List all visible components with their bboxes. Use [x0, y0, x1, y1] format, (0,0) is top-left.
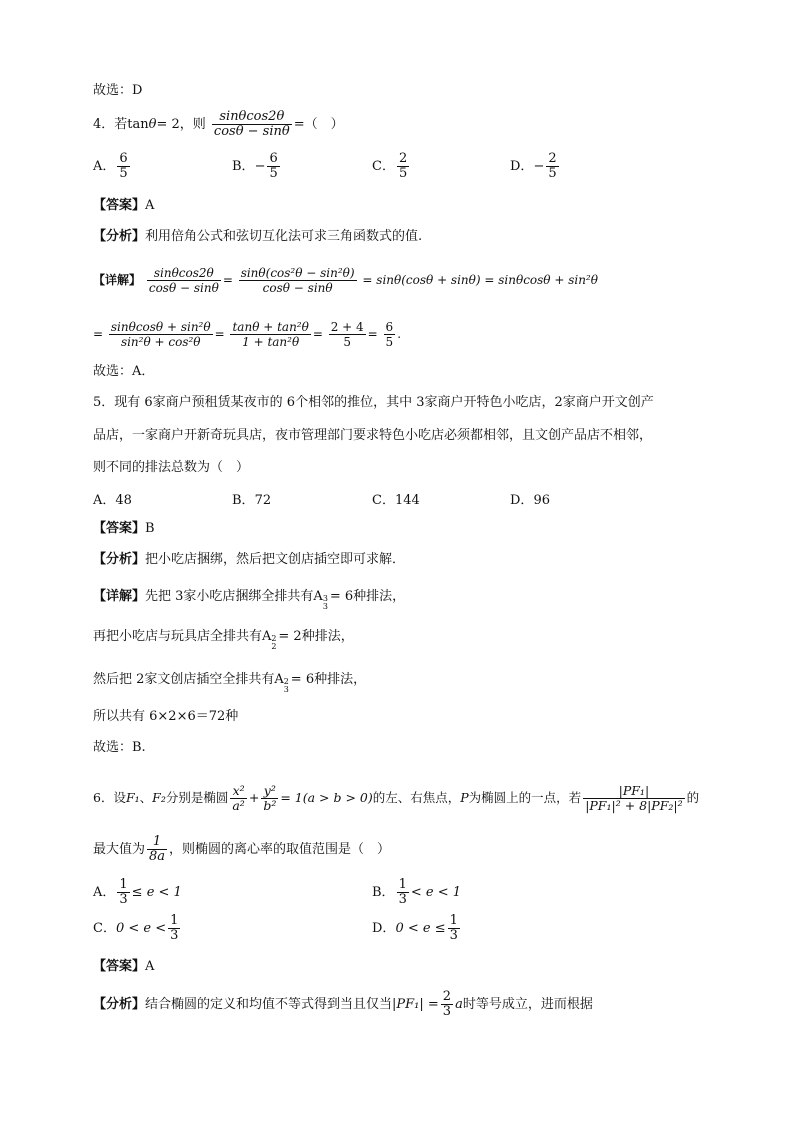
q6-option-d [372, 914, 462, 943]
q5-step1-val: = 6 [329, 589, 354, 604]
q4-option-c-label: C． [372, 159, 395, 174]
q5-step1-post: 种排法， [353, 589, 406, 604]
q6-tail: 的 [686, 790, 700, 805]
q4-d1-rest: = sinθ(cosθ + sinθ) = sinθcosθ + sin²θ [362, 273, 598, 287]
q5-step1-pre: 先把 3家小吃店捆绑全排共有 [145, 589, 314, 604]
q6-answer [93, 958, 154, 976]
q6-option-d-frac [448, 914, 460, 943]
q4-d1-frac2 [239, 266, 357, 295]
q4-stem [93, 110, 344, 139]
q6-eq-cond: = 1(a > b > 0) [280, 790, 373, 805]
q5-option-c-label: C． [372, 493, 395, 508]
q4-number: 4． [93, 117, 115, 132]
q5-stem-line3: 则不同的排法总数为（ ） [93, 460, 250, 475]
q5-analysis [93, 551, 405, 569]
q6-option-a-den: 3 [119, 892, 128, 907]
q5-stem-line2: 品店，一家商户开新奇玩具店，夜市管理部门要求特色小吃店必须都相邻，且文创产品店不相邻， [93, 428, 653, 443]
q5-step3-val: = 6 [290, 672, 315, 687]
q4-answer [93, 197, 154, 215]
q4-option-d-sign: − [533, 159, 545, 174]
q4-d2-f4-den: 5 [385, 335, 394, 349]
q4-option-b-label: B． [232, 159, 255, 174]
q5-stem-line1: 5．现有 6家商户预租赁某夜市的 6个相邻的推位，其中 3家商户开特色小吃店，2家商户开文创产 [93, 395, 654, 410]
q6-f2: F₂ [152, 790, 166, 805]
q6-stem-line2 [93, 835, 390, 864]
q5-option-a-label: A． [93, 493, 116, 508]
q4-d2-f4-num: 6 [385, 320, 394, 334]
q4-d2-end: . [397, 327, 402, 341]
q4-option-b-frac [267, 152, 279, 181]
q4-choice-line: 故选：A． [93, 364, 155, 379]
q4-option-b-sign: − [254, 159, 266, 174]
q4-answer-value: A [145, 198, 155, 213]
q4-option-d-frac [546, 152, 558, 181]
q6-option-b-num: 1 [398, 877, 407, 892]
q6-option-d-num: 1 [449, 913, 458, 928]
q4-d2-f2-num: tanθ + tan²θ [232, 320, 309, 334]
q5-detail-step1 [93, 588, 406, 611]
q4-option-d-label: D． [510, 159, 534, 174]
q5-choice-line: 故选：B. [93, 740, 146, 755]
q6-option-a [93, 878, 182, 907]
q4-d2-f1-num: sinθcosθ + sin²θ [110, 320, 211, 334]
q4-detail-tag: 【详解】 [93, 273, 142, 287]
q6-stem-line1 [93, 784, 699, 813]
q5-option-d-text: 96 [533, 493, 550, 508]
q4-d1-frac1 [147, 266, 221, 295]
q4-d2-f3-den: 5 [343, 335, 352, 349]
q6-option-c-label: C． [93, 921, 116, 936]
q6-pre-ellipse: 分别是椭圆 [165, 790, 229, 805]
q5-option-c-text: 144 [394, 493, 420, 508]
q6-number: 6．设 [93, 790, 126, 805]
q4-stem-fraction [212, 110, 292, 139]
q4-d2-frac4 [384, 320, 396, 349]
q4-option-c-num: 2 [398, 151, 408, 166]
q6-option-b-frac [397, 878, 409, 907]
q4-theta: θ [148, 117, 157, 132]
q4-frac-num: sinθcos2θ [212, 110, 292, 125]
q4-option-b-num: 6 [269, 151, 278, 166]
q6-analysis-frac [441, 990, 453, 1019]
q6-mid-text2: 为椭圆上的一点，若 [468, 790, 582, 805]
q6-big-frac [583, 784, 684, 813]
q5-answer [93, 520, 155, 538]
q5-step2-a: A [262, 629, 272, 644]
q4-analysis [93, 228, 422, 246]
q5-step3-sup: 2 [283, 677, 289, 686]
q5-step1-a: A [313, 589, 323, 604]
q5-option-c [372, 489, 420, 508]
q5-detail-step3 [93, 671, 367, 694]
q5-option-a [93, 489, 132, 508]
q6-analysis-abs: |PF₁| = [392, 997, 439, 1012]
q6-analysis-pre: 结合椭圆的定义和均值不等式得到当且仅当 [145, 997, 393, 1012]
q5-step3-post: 种排法， [314, 672, 367, 687]
q5-option-d-label: D． [510, 493, 534, 508]
q4-d2-f3-num: 2 + 4 [330, 320, 364, 334]
q4-d1-f2-num: sinθ(cos²θ − sin²θ) [240, 266, 355, 280]
q6-analysis [93, 990, 593, 1019]
q6-analysis-den: 3 [442, 1004, 452, 1019]
q6-option-b-rest: < e < 1 [410, 885, 461, 900]
q4-option-a-den: 5 [119, 166, 128, 181]
q6-a2: a² [232, 798, 245, 813]
q5-step3-a: A [274, 672, 284, 687]
q6-plus: + [248, 790, 260, 805]
q6-max-frac [147, 835, 167, 864]
q4-option-a-label: A． [93, 159, 116, 174]
q4-option-c-den: 5 [398, 166, 408, 181]
q6-option-c-den: 3 [170, 928, 179, 943]
q6-answer-tag: 【答案】 [93, 959, 146, 974]
q4-d1-f2-den: cosθ − sinθ [262, 281, 333, 295]
q5-option-d [510, 489, 550, 508]
q4-d1-f1-num: sinθcos2θ [147, 266, 221, 281]
q6-b2: b² [263, 798, 277, 813]
q6-option-a-num: 1 [119, 877, 128, 892]
q5-step2-post: 种排法， [301, 629, 354, 644]
q4-d1-f1-den: cosθ − sinθ [148, 281, 219, 295]
q4-option-b [232, 152, 282, 181]
q4-detail-line2: = $\frac{\text{sinθcosθ + sin²θ}}{\text{sin²θ + cos²θ}}$ = $\frac{\text{tanθ + tan²θ}}{\text{1 + tan²θ}}$ = $\frac{2 + 4}{5}$ = $\frac{6}{5}$ . [93, 320, 402, 349]
q6-option-b-den: 3 [398, 892, 407, 907]
q6-y-frac [261, 784, 278, 813]
q4-d2-frac2 [230, 320, 310, 349]
q4-stem-pre: 若 [114, 117, 128, 132]
q5-step2-sup: 2 [271, 634, 277, 643]
q6-option-c-pre: 0 < e < [115, 921, 167, 936]
q5-option-b [232, 489, 271, 508]
q5-answer-tag: 【答案】 [93, 521, 146, 536]
q4-d2-frac1 [109, 320, 213, 349]
q6-mid-text: 的左、右焦点， [372, 790, 461, 805]
q5-detail-tag: 【详解】 [93, 589, 146, 604]
q6-f1: F₁ [125, 790, 140, 805]
q4-stem-post: =（ ） [293, 117, 344, 132]
q4-analysis-text: 利用倍角公式和弦切互化法可求三角函数式的值. [145, 229, 423, 244]
q4-option-a-num: 6 [119, 151, 128, 166]
q5-step2-val: = 2 [278, 629, 302, 644]
q5-answer-value: B [145, 521, 155, 536]
q4-frac-den: cosθ − sinθ [213, 124, 290, 139]
q4-tan: tan [127, 117, 149, 132]
q6-option-b [372, 878, 461, 907]
q6-max-num: 1 [147, 835, 167, 850]
q6-p: P [460, 790, 469, 805]
q4-option-d-den: 5 [548, 166, 557, 181]
q5-detail-step2 [93, 628, 354, 651]
q4-option-d [510, 152, 561, 181]
q4-option-a [93, 152, 132, 181]
q6-line2-post: ，则椭圆的离心率的取值范围是（ ） [169, 842, 391, 857]
q6-analysis-tag: 【分析】 [93, 997, 146, 1012]
q6-option-a-label: A． [93, 885, 116, 900]
q5-option-a-text: 48 [115, 493, 132, 508]
q4-option-c-frac [397, 152, 409, 181]
q6-option-d-pre: 0 < e ≤ [395, 921, 446, 936]
q6-analysis-a: a [455, 997, 463, 1012]
q5-step2-pre: 再把小吃店与玩具店全排共有 [93, 629, 263, 644]
q5-step2-sub: 2 [271, 642, 277, 651]
q6-line2-pre: 最大值为 [93, 842, 146, 857]
q6-x-frac [230, 784, 246, 813]
q4-option-b-den: 5 [269, 166, 278, 181]
q6-option-a-frac [117, 878, 129, 907]
q4-answer-tag: 【答案】 [93, 198, 146, 213]
q4-d2-f2-den: 1 + tan²θ [242, 335, 300, 349]
q5-option-b-text: 72 [254, 493, 272, 508]
q5-analysis-tag: 【分析】 [93, 552, 146, 567]
q4-d2-frac3 [329, 320, 366, 349]
q6-option-c-frac [168, 914, 180, 943]
q4-option-a-frac [117, 152, 129, 181]
q5-step1-sub: 3 [322, 602, 328, 611]
q5-step1-sup: 3 [322, 594, 328, 603]
q6-big-den: |PF₁|² + 8|PF₂|² [585, 798, 683, 813]
q6-big-num: |PF₁| [583, 784, 684, 799]
q6-answer-value: A [145, 959, 155, 974]
q6-analysis-post: 时等号成立，进而根据 [462, 997, 593, 1012]
q5-analysis-text: 把小吃店捆绑，然后把文创店插空即可求解． [145, 552, 406, 567]
q6-analysis-num: 2 [442, 989, 452, 1004]
q4-analysis-tag: 【分析】 [93, 229, 146, 244]
q6-x2: x² [230, 784, 246, 799]
q5-step3-sub: 3 [283, 685, 289, 694]
q6-option-d-den: 3 [449, 928, 458, 943]
q4-detail-line1: 【详解】 $\frac{\sin\theta\cos 2\theta}{\cos\theta - \sin\theta}$ = $\frac{\text{sinθ(cos²θ − sin²θ)}}{\cos\theta - \sin\theta}$ = sinθ(cosθ + sinθ) = sinθcosθ + sin²θ [93, 266, 598, 295]
q6-option-d-label: D． [372, 921, 396, 936]
q5-detail-step4: 所以共有 6×2×6＝72种 [93, 709, 239, 724]
q6-y2: y² [261, 784, 278, 799]
q4-option-d-num: 2 [548, 151, 557, 166]
q6-sep: 、 [139, 790, 153, 805]
q6-max-den: 8a [149, 849, 166, 864]
q6-option-c-num: 1 [170, 913, 179, 928]
q6-option-b-label: B． [372, 885, 395, 900]
q3-choice-line: 故选：D [93, 83, 143, 98]
q4-equals-two: = 2，则 [156, 117, 206, 132]
q6-option-c [93, 914, 182, 943]
q6-option-a-rest: ≤ e < 1 [131, 885, 182, 900]
q5-option-b-label: B． [232, 493, 255, 508]
q4-d2-f1-den: sin²θ + cos²θ [120, 335, 201, 349]
q5-step3-pre: 然后把 2家文创店插空全排共有 [93, 672, 275, 687]
q4-option-c [372, 152, 411, 181]
